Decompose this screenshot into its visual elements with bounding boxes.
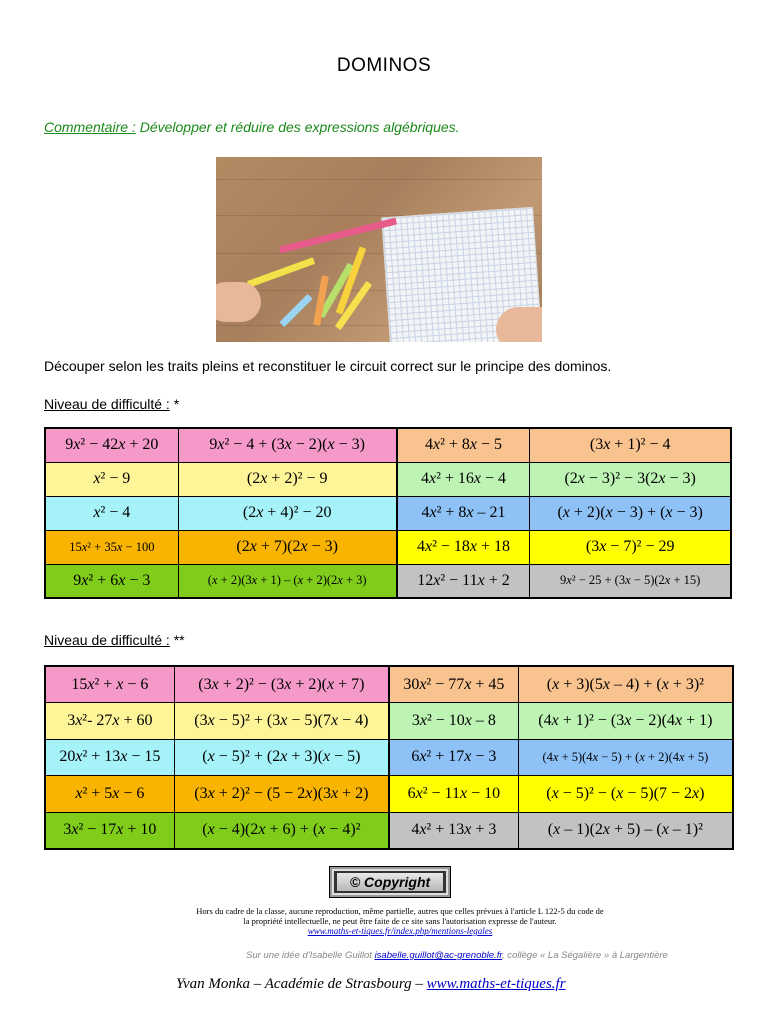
domino-cell: 6x² − 11x − 10 (389, 776, 518, 813)
domino-cell: (x – 1)(2x + 5) – (x – 1)² (518, 812, 733, 849)
domino-cell: (x + 3)(5x – 4) + (x + 3)² (518, 666, 733, 703)
domino-cell: x² − 4 (45, 496, 178, 530)
domino-cell: 6x² + 17x − 3 (389, 739, 518, 776)
domino-cell: (4x + 5)(4x − 5) + (x + 2)(4x + 5) (518, 739, 733, 776)
table-row (45, 703, 733, 740)
footer-link[interactable]: www.maths-et-tiques.fr (426, 976, 566, 992)
instruction: Découper selon les traits pleins et reconstituer le circuit correct sur le principe des dominos. (44, 358, 612, 374)
level-2 (44, 632, 185, 648)
domino-cell: 9x² − 25 + (3x − 5)(2x + 15) (530, 564, 731, 598)
domino-cell: 4x² + 8x − 5 (397, 428, 530, 462)
domino-cell: (3x + 1)² − 4 (530, 428, 731, 462)
domino-cell: x² + 5x − 6 (45, 776, 174, 813)
comment-text: Développer et réduire des expressions algébriques. (135, 119, 460, 135)
domino-cell: 4x² + 16x − 4 (397, 462, 530, 496)
domino-cell: (2x + 7)(2x − 3) (178, 530, 396, 564)
legal-notice (160, 906, 640, 936)
copyright-button[interactable] (330, 867, 450, 897)
copyright-label: © Copyright (337, 873, 443, 891)
table-row (45, 666, 733, 703)
comment-label: Commentaire : (44, 119, 136, 135)
domino-cell: (x − 5)² − (x − 5)(7 − 2x) (518, 776, 733, 813)
legal-line-1: Hors du cadre de la classe, aucune reproduction, même partielle, autres que celles prévues à l'article L 122-5 du code de (196, 906, 604, 916)
domino-cell: (3x + 2)² − (3x + 2)(x + 7) (174, 666, 389, 703)
domino-cell: (2x + 4)² − 20 (178, 496, 396, 530)
domino-cell: (2x − 3)² − 3(2x − 3) (530, 462, 731, 496)
domino-cell: 30x² − 77x + 45 (389, 666, 518, 703)
table-row (45, 496, 731, 530)
domino-table-level-1 (44, 427, 732, 599)
domino-cell: (2x + 2)² − 9 (178, 462, 396, 496)
table-row (45, 776, 733, 813)
table-row (45, 530, 731, 564)
domino-cell: 4x² + 13x + 3 (389, 812, 518, 849)
domino-cell: 9x² − 4 + (3x − 2)(x − 3) (178, 428, 396, 462)
domino-cell: x² − 9 (45, 462, 178, 496)
page-title: DOMINOS (336, 55, 432, 76)
level-1-stars: * (169, 396, 180, 412)
level-1-label: Niveau de difficulté : (44, 396, 170, 412)
domino-cell: (3x − 5)² + (3x − 5)(7x − 4) (174, 703, 389, 740)
table-row (45, 564, 731, 598)
domino-cell: 15x² + 35x − 100 (45, 530, 178, 564)
domino-cell: 4x² − 18x + 18 (397, 530, 530, 564)
credit-email-link[interactable]: isabelle.guillot@ac-grenoble.fr (374, 950, 502, 961)
legal-link[interactable]: www.maths-et-tiques.fr/index.php/mentions-legales (307, 926, 493, 936)
domino-cell: 9x² + 6x − 3 (45, 564, 178, 598)
domino-cell: (4x + 1)² − (3x − 2)(4x + 1) (518, 703, 733, 740)
domino-cell: (x + 2)(3x + 1) – (x + 2)(2x + 3) (178, 564, 396, 598)
domino-cell: 4x² + 8x – 21 (397, 496, 530, 530)
domino-cell: (x + 2)(x − 3) + (x − 3) (530, 496, 731, 530)
domino-cell: (3x + 2)² − (5 − 2x)(3x + 2) (174, 776, 389, 813)
table-row (45, 428, 731, 462)
level-1 (44, 396, 179, 412)
domino-cell: 15x² + x − 6 (45, 666, 174, 703)
table-row (45, 739, 733, 776)
table-row (45, 812, 733, 849)
credit-prefix: Sur une idée d'Isabelle Guillot (246, 950, 375, 961)
credit-line (246, 950, 668, 961)
comment (44, 119, 460, 135)
domino-cell: 3x² − 17x + 10 (45, 812, 174, 849)
level-2-stars: ** (169, 632, 185, 648)
domino-cell: 3x² − 10x – 8 (389, 703, 518, 740)
domino-table-level-2 (44, 665, 734, 850)
domino-cell: (x − 4)(2x + 6) + (x − 4)² (174, 812, 389, 849)
legal-line-2: la propriété intellectuelle, ne peut être faite de ce site sans l'autorisation expresse de l'auteur. (243, 916, 557, 926)
domino-cell: (3x − 7)² − 29 (530, 530, 731, 564)
domino-cell: 3x²- 27x + 60 (45, 703, 174, 740)
footer-text: Yvan Monka – Académie de Strasbourg – (176, 976, 427, 992)
domino-cell: (x − 5)² + (2x + 3)(x − 5) (174, 739, 389, 776)
table-row (45, 462, 731, 496)
domino-cell: 9x² − 42x + 20 (45, 428, 178, 462)
level-2-label: Niveau de difficulté : (44, 632, 170, 648)
classroom-photo (216, 157, 542, 342)
domino-cell: 20x² + 13x − 15 (45, 739, 174, 776)
domino-cell: 12x² − 11x + 2 (397, 564, 530, 598)
credit-suffix: , collège « La Ségalière » à Largentière (501, 950, 668, 961)
footer (176, 976, 566, 993)
